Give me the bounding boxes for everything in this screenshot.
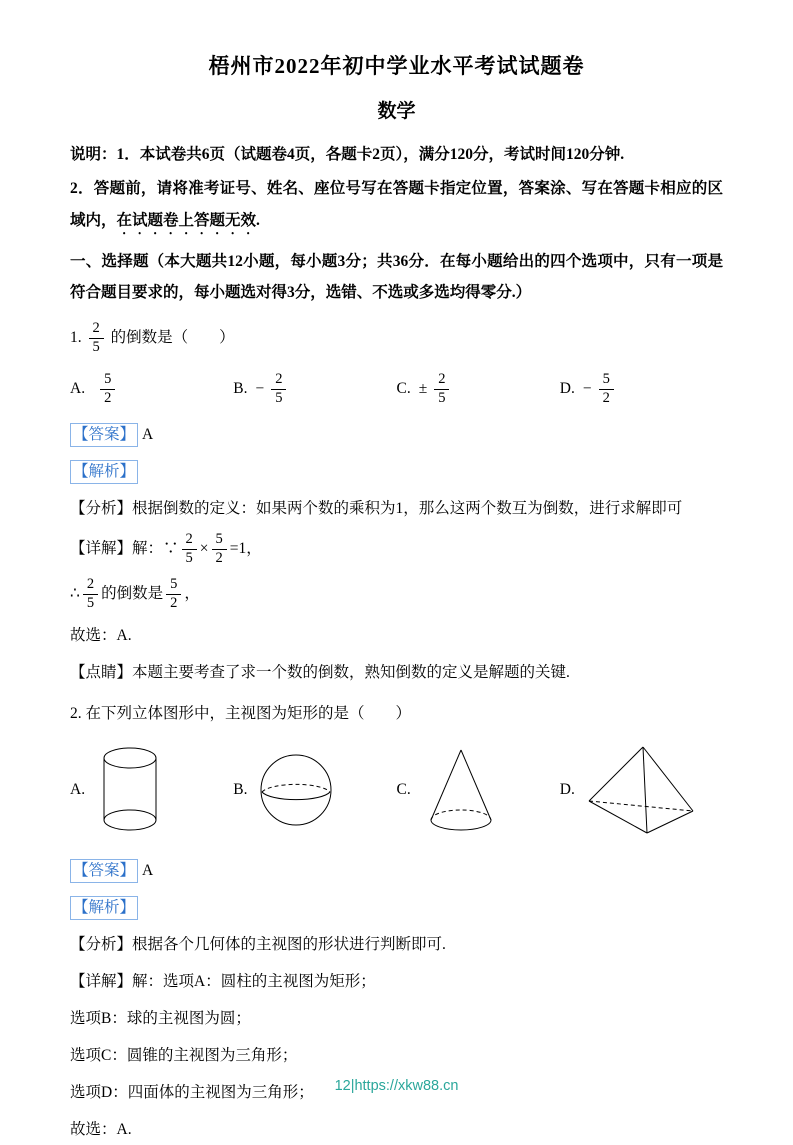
fraction-denominator: 5 [185, 549, 193, 566]
q1-analysis-tag-line [70, 456, 723, 487]
q2-xiangjie-line-2: 选项B：球的主视图为圆； [70, 1009, 251, 1027]
q2-choose-line: 故选：A. [70, 1120, 132, 1138]
equation-fraction [212, 532, 227, 567]
page-title: 梧州市2022年初中学业水平考试试题卷 [208, 54, 585, 78]
option-fraction [100, 372, 115, 407]
q2-answer-value: A [142, 861, 154, 879]
fraction-numerator: 5 [212, 532, 227, 550]
option-label: C. [396, 780, 411, 798]
q1-option-c [397, 370, 560, 409]
q1-options-row [70, 370, 723, 409]
instruction-line-2-main: 2．答题前，请将准考证号、姓名、座位号写在答题卡指定位置，答案涂、写在答题卡相应的区域内， [70, 179, 723, 229]
q1-xiangjie-line [70, 530, 723, 569]
q2-stem: 2. 在下列立体图形中，主视图为矩形的是（ ） [70, 704, 412, 722]
sphere-figure [257, 751, 335, 829]
fraction-denominator: 2 [170, 594, 178, 611]
q1-conclusion-mid: 的倒数是 [101, 584, 164, 602]
option-label: C. [396, 380, 411, 398]
q1-conclusion-line [70, 575, 723, 614]
fraction-numerator: 2 [271, 372, 286, 390]
q1-number: 1. [70, 329, 82, 347]
q2-options-row [70, 743, 723, 837]
q2-xiangjie-line-1: 【详解】解：选项A：圆柱的主视图为矩形； [70, 972, 376, 990]
q1-xiangjie-lead: 【详解】解：∵ [70, 539, 179, 557]
instruction-line-2 [70, 173, 723, 238]
q1-option-d [560, 370, 723, 409]
q1-stem-fraction [89, 321, 104, 356]
q2-xiangjie-line-4: 选项D：四面体的主视图为三角形； [70, 1083, 314, 1101]
q1-answer-value: A [142, 425, 154, 443]
fraction-denominator: 2 [602, 389, 610, 406]
option-sign: − [255, 380, 265, 398]
instruction-line-1: 说明：1．本试卷共6页（试题卷4页，各题卡2页），满分120分，考试时间120分钟. [70, 146, 625, 163]
q2-option-c [397, 744, 560, 836]
q2-option-d [560, 743, 723, 837]
q2-xiangjie-line-3: 选项C：圆锥的主视图为三角形； [70, 1046, 298, 1064]
fraction-numerator: 5 [599, 372, 614, 390]
q2-analysis-tag-line [70, 892, 723, 923]
equals-text: =1， [229, 539, 262, 557]
q1-conclusion-lead: ∴ [70, 584, 80, 602]
fraction-denominator: 2 [104, 389, 112, 406]
section-heading: 一、选择题（本大题共12小题，每小题3分；共36分．在每小题给出的四个选项中，只有一项是符合题目要求的，每小题选对得3分，选错、不选或多选均得零分.） [70, 252, 723, 302]
subject-title: 数学 [377, 101, 416, 122]
fraction-numerator: 2 [182, 532, 197, 550]
cylinder-figure [95, 746, 165, 834]
equation-fraction [166, 577, 181, 612]
q2-option-a [70, 746, 233, 834]
times-sign: × [199, 539, 209, 557]
fraction-numerator: 2 [83, 577, 98, 595]
option-fraction [434, 372, 449, 407]
tetrahedron-figure [585, 743, 697, 837]
watermark-link: 12|https://xkw88.cn [334, 1078, 459, 1094]
option-label: A. [70, 380, 86, 398]
q1-stem-text: 的倒数是（ ） [110, 329, 235, 347]
option-label: D. [559, 780, 575, 798]
option-fraction [271, 372, 286, 407]
q1-dianjing-line: 【点睛】本题主要考查了求一个数的倒数，熟知倒数的定义是解题的关键. [70, 663, 570, 681]
q2-answer-line [70, 855, 723, 886]
option-sign: − [582, 380, 592, 398]
option-sign: ± [418, 380, 428, 398]
equation-fraction [182, 532, 197, 567]
option-label: B. [233, 780, 248, 798]
fraction-denominator: 5 [438, 389, 446, 406]
fraction-numerator: 2 [434, 372, 449, 390]
fraction-numerator: 2 [89, 321, 104, 339]
option-label: D. [559, 380, 575, 398]
q2-option-b [233, 751, 396, 829]
fraction-denominator: 5 [92, 339, 100, 355]
q1-answer-line [70, 419, 723, 450]
fraction-denominator: 5 [86, 594, 95, 611]
analysis-tag: 【解析】 [70, 460, 138, 484]
answer-tag: 【答案】 [70, 859, 138, 883]
option-label: B. [233, 380, 248, 398]
instruction-line-2-emphasis: 在试题卷上答题无效 [116, 211, 257, 229]
cone-figure [421, 744, 501, 836]
analysis-tag: 【解析】 [70, 896, 138, 920]
q1-fenxi-line: 【分析】根据倒数的定义：如果两个数的乘积为1，那么这两个数互为倒数，进行求解即可 [70, 499, 683, 517]
fraction-denominator: 2 [215, 549, 223, 566]
q1-stem [70, 319, 723, 358]
q2-fenxi-line: 【分析】根据各个几何体的主视图的形状进行判断即可. [70, 935, 446, 953]
fraction-denominator: 5 [275, 389, 283, 406]
instruction-line-2-tail: . [256, 211, 260, 229]
q1-option-a [70, 370, 233, 409]
option-label: A. [70, 780, 86, 798]
q1-option-b [233, 370, 396, 409]
option-fraction [599, 372, 614, 407]
q1-choose-line: 故选：A. [70, 626, 132, 644]
equation-fraction [83, 577, 98, 612]
fraction-numerator: 5 [166, 577, 181, 595]
fraction-numerator: 5 [100, 372, 115, 390]
q1-conclusion-tail: ， [184, 584, 200, 602]
answer-tag: 【答案】 [70, 423, 138, 447]
